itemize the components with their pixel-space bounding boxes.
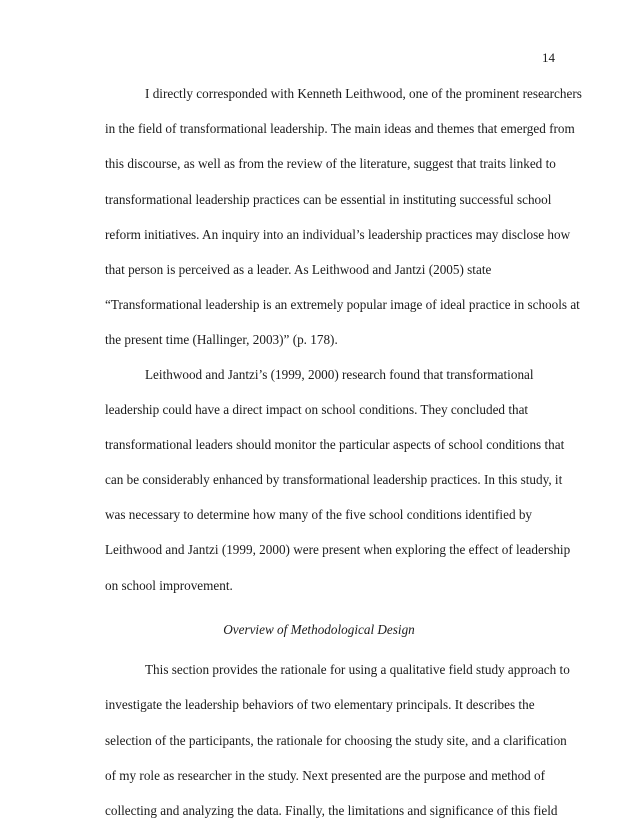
section-heading: Overview of Methodological Design [223,622,415,637]
text-line: Leithwood and Jantzi (1999, 2000) were present when exploring the effect of leadership [105,542,571,557]
text-line: leadership could have a direct impact on school conditions. They concluded that [105,402,529,417]
text-line: transformational leadership practices can be essential in instituting successful school [105,192,552,207]
text-line: on school improvement. [105,578,233,593]
page-number: 14 [542,50,555,65]
text-line: I directly corresponded with Kenneth Leithwood, one of the prominent researchers [145,86,582,101]
text-line: investigate the leadership behaviors of two elementary principals. It describes the [105,697,535,712]
text-line: selection of the participants, the rationale for choosing the study site, and a clarification [105,733,567,748]
text-line: was necessary to determine how many of the five school conditions identified by [105,507,533,522]
text-line: transformational leaders should monitor the particular aspects of school conditions that [105,437,565,452]
text-line: “Transformational leadership is an extremely popular image of ideal practice in schools at [105,297,580,312]
text-line: in the field of transformational leadership. The main ideas and themes that emerged from [105,121,575,136]
text-line: this discourse, as well as from the review of the literature, suggest that traits linked to [105,156,556,171]
text-line: reform initiatives. An inquiry into an individual’s leadership practices may disclose how [105,227,571,242]
text-line: of my role as researcher in the study. Next presented are the purpose and method of [105,768,546,783]
text-line: can be considerably enhanced by transformational leadership practices. In this study, it [105,472,563,487]
text-line: collecting and analyzing the data. Finally, the limitations and significance of this field [105,803,558,818]
text-line: This section provides the rationale for using a qualitative field study approach to [145,662,570,677]
text-line: the present time (Hallinger, 2003)” (p. 178). [105,332,338,347]
text-line: Leithwood and Jantzi’s (1999, 2000) research found that transformational [145,367,534,382]
text-line: that person is perceived as a leader. As Leithwood and Jantzi (2005) state [105,262,492,277]
